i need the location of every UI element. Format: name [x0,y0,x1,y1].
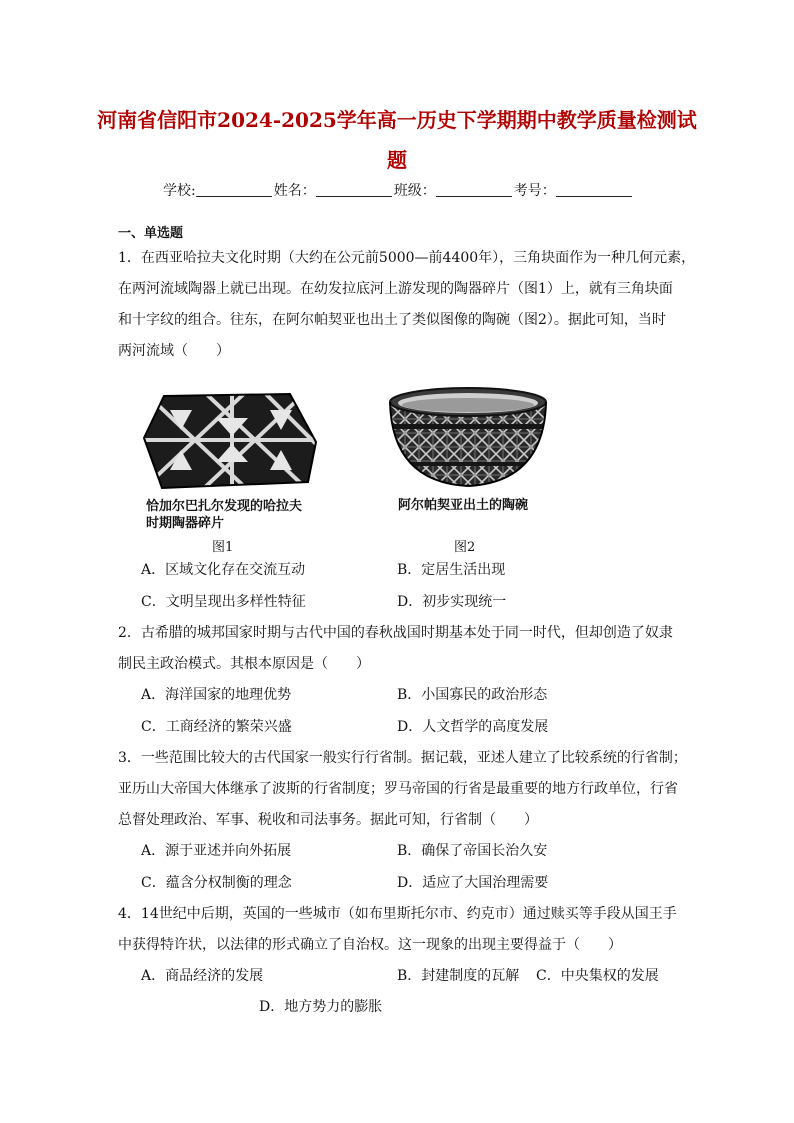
q3-text-line: 亚历山大帝国大体继承了波斯的行省制度；罗马帝国的行省是最重要的地方行政单位，行省 [118,781,678,797]
section-heading: 一、单选题 [118,226,184,241]
q4-text-line: 4．14世纪中后期，英国的一些城市（如布里斯托尔市、约克市）通过赎买等手段从国王手 [118,906,677,922]
q2-option-b[interactable]: B．小国寡民的政治形态 [397,687,548,703]
exam-title-line1: 河南省信阳市2024-2025学年高一历史下学期期中教学质量检测试 [97,108,697,132]
q2-option-c[interactable]: C．工商经济的繁荣兴盛 [141,719,292,735]
q3-text-line: 总督处理政治、军事、税收和司法事务。据此可知，行省制（ ） [118,812,538,828]
q1-option-c[interactable]: C．文明呈现出多样性特征 [141,594,306,610]
q4-option-b[interactable]: B．封建制度的瓦解 [397,968,520,984]
figure1-label: 图1 [212,540,234,555]
exam-title-line2: 题 [387,148,407,172]
q3-option-a[interactable]: A．源于亚述并向外拓展 [141,843,292,859]
q2-option-d[interactable]: D．人文哲学的高度发展 [397,719,549,735]
class-blank [436,182,512,197]
q3-text-line: 3．一些范围比较大的古代国家一般实行行省制。据记载，亚述人建立了比较系统的行省制； [118,750,687,766]
pottery-bowl-image [384,384,552,490]
pottery-shard-image [140,388,330,492]
q3-option-c[interactable]: C．蕴含分权制衡的理念 [141,875,292,891]
school-blank [196,182,272,197]
q1-option-b[interactable]: B．定居生活出现 [397,562,506,578]
q4-option-d[interactable]: D．地方势力的膨胀 [259,999,383,1015]
q2-text-line: 制民主政治模式。其根本原因是（ ） [118,656,370,672]
figure2-caption: 阿尔帕契亚出土的陶碗 [398,498,529,513]
student-info-row [163,182,634,200]
name-label: 姓名： [273,183,316,199]
q1-option-a[interactable]: A．区域文化存在交流互动 [141,562,306,578]
q1-text-line: 1．在西亚哈拉夫文化时期（大约在公元前5000—前4400年），三角块面作为一种几何元素， [118,250,696,266]
q3-option-b[interactable]: B．确保了帝国长治久安 [397,843,548,859]
q2-text-line: 2．古希腊的城邦国家时期与古代中国的春秋战国时期基本处于同一时代，但却创造了奴隶 [118,625,673,641]
q1-text-line: 两河流域（ ） [118,343,230,359]
exam-no-blank [556,182,632,197]
q1-text-line: 和十字纹的组合。往东，在阿尔帕契亚也出土了类似图像的陶碗（图2）。据此可知，当时 [118,312,666,328]
q4-option-a[interactable]: A．商品经济的发展 [141,968,264,984]
exam-no-label: 考号： [513,183,556,199]
q1-text-line: 在两河流域陶器上就已出现。在幼发拉底河上游发现的陶器碎片（图1）上，就有三角块面 [118,281,673,297]
name-blank [316,182,392,197]
q1-option-d[interactable]: D．初步实现统一 [397,594,507,610]
q3-option-d[interactable]: D．适应了大国治理需要 [397,875,549,891]
figure2-label: 图2 [454,540,476,555]
figure1-caption-line2: 时期陶器碎片 [146,516,225,531]
class-label: 班级： [393,183,436,199]
school-label: 学校: [163,183,196,199]
q4-text-line: 中获得特许状，以法律的形式确立了自治权。这一现象的出现主要得益于（ ） [118,937,622,953]
q2-option-a[interactable]: A．海洋国家的地理优势 [141,687,292,703]
q4-option-c[interactable]: C．中央集权的发展 [536,968,659,984]
figure1-caption-line1: 恰加尔巴扎尔发现的哈拉夫 [146,499,303,514]
